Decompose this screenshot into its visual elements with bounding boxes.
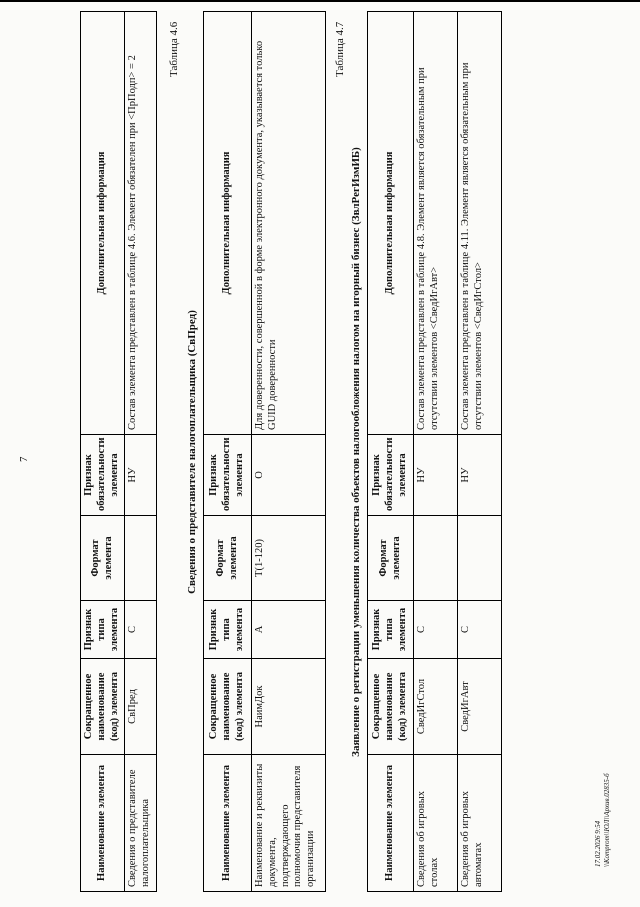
header-row: [368, 12, 414, 892]
header-format: Формат элемента: [81, 516, 125, 601]
table-row: [414, 12, 458, 892]
cell-format: [125, 516, 157, 601]
cell-req: НУ: [458, 435, 502, 516]
header-type: Признак типа элемента: [81, 601, 125, 659]
header-req: Признак обязательности элемента: [81, 435, 125, 516]
stamp-path: \\Komprom\\ЮЛ\\Архив.02835-б: [602, 773, 611, 867]
page-number: 7: [18, 456, 30, 462]
header-format: Формат элемента: [204, 516, 252, 601]
header-name: Наименование элемента: [368, 755, 414, 892]
header-format: Формат элемента: [368, 516, 414, 601]
header-type: Признак типа элемента: [368, 601, 414, 659]
cell-format: [414, 516, 458, 601]
cell-name: Сведения о представителе налогоплательщика: [125, 755, 157, 892]
cell-info: Состав элемента представлен в таблице 4.8. Элемент является обязательным при отсутствии элементов <СведИгАвт>: [414, 12, 458, 435]
cell-name: Наименование и реквизиты документа, подтверждающего полномочия представителя организации: [252, 755, 326, 892]
table-4-6-title: Сведения о представителе налогоплательщика (СвПред): [186, 310, 198, 594]
cell-name: Сведения об игровых столах: [414, 755, 458, 892]
table-4-6: [203, 11, 326, 892]
cell-name: Сведения об игровых автоматах: [458, 755, 502, 892]
cell-type: А: [252, 601, 326, 659]
header-code: Сокращенное наименование (код) элемента: [81, 659, 125, 755]
header-code: Сокращенное наименование (код) элемента: [204, 659, 252, 755]
header-info: Дополнительная информация: [368, 12, 414, 435]
header-row: [204, 12, 252, 892]
cell-type: С: [414, 601, 458, 659]
header-req: Признак обязательности элемента: [204, 435, 252, 516]
cell-type: С: [125, 601, 157, 659]
table-row: [125, 12, 157, 892]
table-4-7-title: Заявление о регистрации уменьшения количества объектов налогообложения налогом на игорный бизнес (ЗвлРегИзмИБ): [350, 147, 362, 757]
header-info: Дополнительная информация: [81, 12, 125, 435]
cell-info: Состав элемента представлен в таблице 4.6. Элемент обязателен при <ПрПодп> = 2: [125, 12, 157, 435]
header-row: [81, 12, 125, 892]
cell-req: О: [252, 435, 326, 516]
print-stamp: [594, 773, 612, 867]
cell-code: СвПред: [125, 659, 157, 755]
table-continuation: [80, 11, 157, 892]
table-4-6-label: Таблица 4.6: [168, 21, 180, 77]
table-row: [252, 12, 326, 892]
cell-type: С: [458, 601, 502, 659]
header-name: Наименование элемента: [204, 755, 252, 892]
cell-info: Для доверенности, совершенной в форме электронного документа, указывается только GUID доверенности: [252, 12, 326, 435]
cell-req: НУ: [125, 435, 157, 516]
table-4-7: [367, 11, 502, 892]
cell-code: НаимДок: [252, 659, 326, 755]
table-row: [458, 12, 502, 892]
header-type: Признак типа элемента: [204, 601, 252, 659]
header-info: Дополнительная информация: [204, 12, 252, 435]
cell-code: СведИгСтол: [414, 659, 458, 755]
cell-info: Состав элемента представлен в таблице 4.11. Элемент является обязательным при отсутствии элементов <СведИгСтол>: [458, 12, 502, 435]
header-code: Сокращенное наименование (код) элемента: [368, 659, 414, 755]
cell-format: [458, 516, 502, 601]
cell-code: СведИгАвт: [458, 659, 502, 755]
stamp-date: 17.02.2026 9:54: [594, 820, 602, 867]
cell-req: НУ: [414, 435, 458, 516]
header-req: Признак обязательности элемента: [368, 435, 414, 516]
cell-format: T(1-120): [252, 516, 326, 601]
table-4-7-label: Таблица 4.7: [334, 21, 346, 77]
header-name: Наименование элемента: [81, 755, 125, 892]
